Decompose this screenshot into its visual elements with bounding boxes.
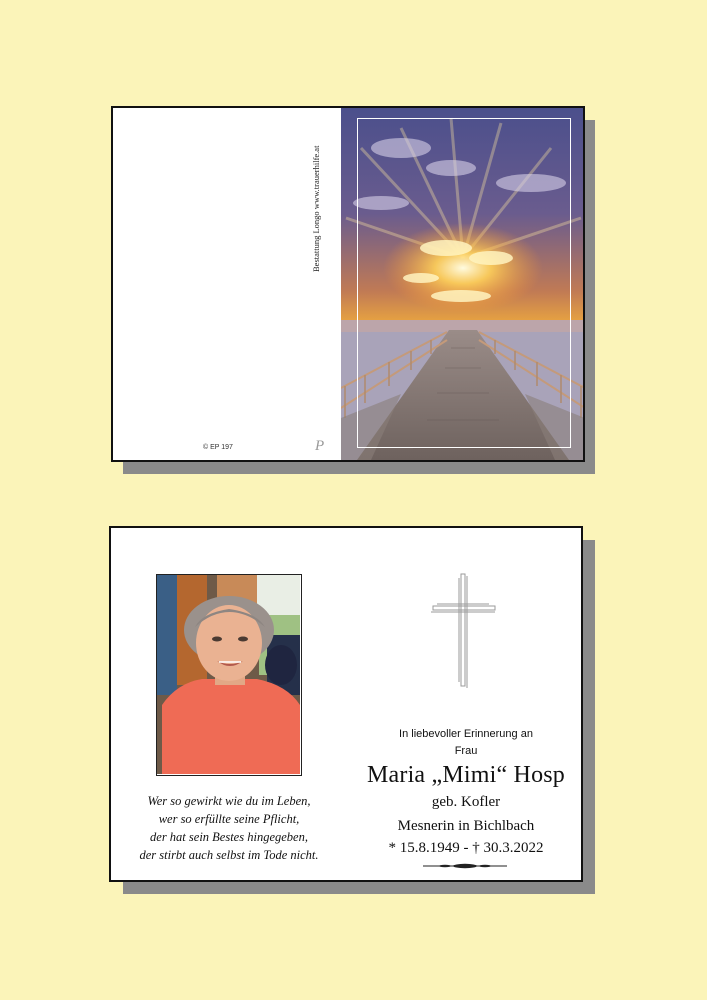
deceased-name: Maria „Mimi“ Hosp: [366, 762, 566, 788]
poem-line: Wer so gewirkt wie du im Leben,: [147, 794, 311, 808]
ornament-divider: [423, 862, 507, 870]
salutation: Frau: [454, 745, 478, 757]
poem-line: der stirbt auch selbst im Tode nicht.: [139, 848, 319, 862]
card-inside: [109, 526, 583, 882]
portrait-photo: [156, 574, 302, 776]
poem-line: der hat sein Bestes hingegeben,: [150, 830, 308, 844]
copyright-text: © EP 197: [203, 444, 233, 451]
poem-line: wer so erfüllte seine Pflicht,: [158, 812, 300, 826]
birth-name: geb. Kofler: [431, 794, 501, 810]
portrait-illustration: [157, 575, 300, 774]
occupation: Mesnerin in Bichlbach: [397, 818, 535, 834]
memory-line: In liebevoller Erinnerung an: [399, 728, 533, 740]
image-frame: [357, 118, 571, 448]
cross-icon: [429, 572, 499, 690]
life-dates: * 15.8.1949 - † 30.3.2022: [388, 840, 544, 856]
card-outside: [111, 106, 585, 462]
sunset-pier-photo: [341, 108, 585, 460]
card-back-panel: [113, 108, 341, 460]
publisher-logo: P: [315, 438, 325, 454]
poem: [111, 792, 347, 864]
publisher-text: Bestattung Longo www.trauerhilfe.at: [311, 145, 321, 272]
